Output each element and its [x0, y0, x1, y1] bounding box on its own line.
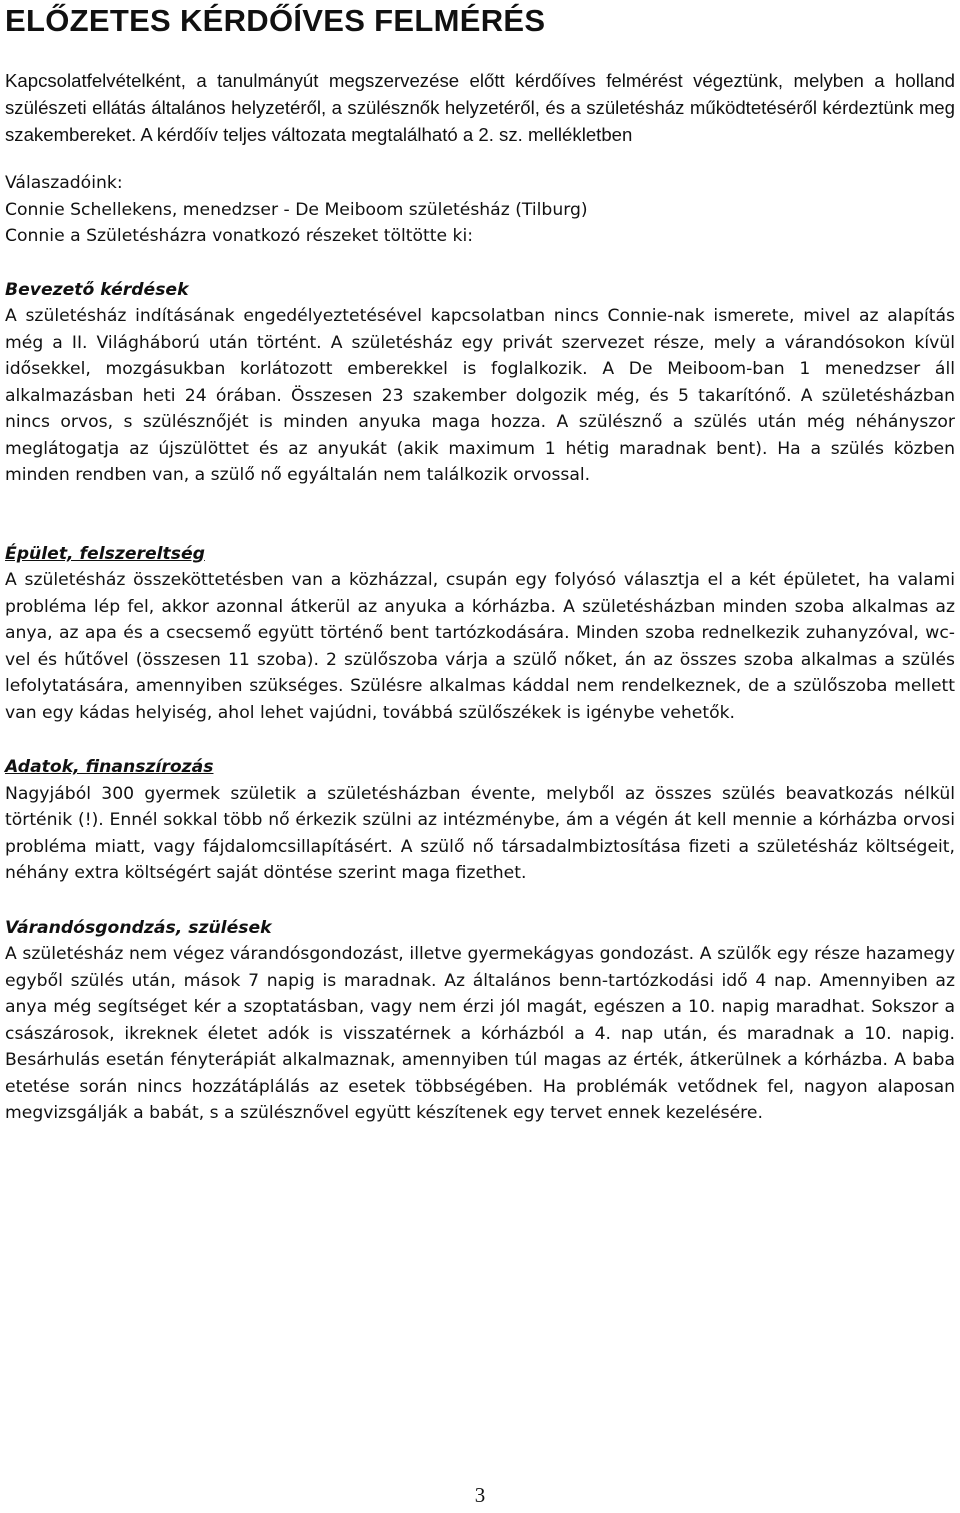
section-heading: Épület, felszereltség [5, 543, 205, 564]
respondents-label: Válaszadóink: [5, 173, 123, 193]
section-heading: Adatok, finanszírozás [5, 757, 214, 777]
section-intro-questions [5, 277, 955, 489]
section-text: A születésház nem végez várandósgondozást, illetve gyermekágyas gondozást. A szülők egy része hazamegy egyből szülés után, mások 7 napig is maradnak. Az általános benn-tartózkodási idő 4 nap. Amennyiben az anya még segítséget kér a szoptatásban, vagy nem érzi jól magát, egészen a 10. napig maradhat. Sokszor a császárosok, ikreknek életet adók is visszatérnek a kórházból a 4. nap után, és maradnak a 10. napig. Besárhulás esetán fényterápiát alkalmaznak, amennyiben túl magas az érték, átkerülnek a kórházba. A baba etetése során nincs hozzátáplálás az esetek többségében. Ha problémák vetődnek fel, nagyon alaposan megvizsgálják a babát, s a szülésznővel együtt készítenek egy tervet ennek kezelésére. [5, 944, 955, 1123]
page-title: ELŐZETES KÉRDŐÍVES FELMÉRÉS [5, 3, 546, 38]
section-text: Nagyjából 300 gyermek születik a születésházban évente, melyből az összes szülés beavatkozás nélkül történik (!). Ennél sokkal több nő érkezik szülni az intézménybe, ám a végén át kell mennie a kórházba orvosi probléma miatt, vagy fájdalomcsillapításért. A szülő nő társadalmbiztosítása fizeti a születésház költségeit, néhány extra költségért saját döntése szerint maga fizethet. [5, 783, 955, 883]
section-heading: Bevezető kérdések [5, 279, 189, 300]
section-prenatal-births [5, 915, 955, 1127]
page-number: 3 [474, 1483, 486, 1507]
respondent-note: Connie a Születésházra vonatkozó részeket töltötte ki: [5, 226, 474, 246]
intro-paragraph: Kapcsolatfelvételként, a tanulmányút megszervezése előtt kérdőíves felmérést végeztünk, melyben a holland szülészeti ellátás általános helyzetéről, a szülésznők helyzetéről, és a születésház működtetéséről kérdeztünk meg szakembereket. A kérdőív teljes változata megtalálható a 2. sz. mellékletben [5, 70, 955, 145]
section-heading: Várandósgondzás, szülések [5, 917, 272, 938]
respondent-line: Connie Schellekens, menedzser - De Meiboom születésház (Tilburg) [5, 199, 588, 220]
section-text: A születésház indításának engedélyeztetésével kapcsolatban nincs Connie-nak ismerete, mivel az alapítás még a II. Világháború után történt. A születésház egy privát szervezet része, mely a várandósokon kívül idősekkel, mozgásukban korlátozott emberekkel is foglalkozik. A De Meiboom-ban 1 menedzser áll alkalmazásban heti 24 órában. Összesen 23 szakember dolgozik még, és 5 takarítónő. A születésházban nincs orvos, s szülésznőjét is minden anyuka maga hozza. A szülésznő a szülés után még néhányszor meglátogatja az újszülöttet és az anyukát (akik maximum 1 hétig maradnak bent). Ha a szülés közben minden rendben van, a szülő nő egyáltalán nem találkozik orvossal. [5, 306, 955, 485]
respondents-block [5, 170, 955, 250]
section-data-financing [5, 754, 955, 887]
section-text: A születésház összeköttetésben van a közházzal, csupán egy folyósó választja el a két épületet, ha valami probléma lép fel, akkor azonnal átkerül az anyuka a kórházba. A születésházban minden szoba alkalmas az anya, az apa és a csecsemő együtt történő bent tartózkodására. Minden szoba rednelkezik zuhanyzóval, wc-vel és hűtővel (összesen 11 szoba). 2 szülőszoba várja a szülő nőket, án az összes szoba alkalmas a szülés lefolytatására, amennyiben szükséges. Szülésre alkalmas káddal nem rendelkeznek, de a szülőszoba mellett van egy kádas helyiség, ahol lehet vajúdni, továbbá szülőszékek is igénybe vehetők. [5, 570, 955, 723]
section-building [5, 541, 955, 727]
document-page [5, 0, 955, 1127]
